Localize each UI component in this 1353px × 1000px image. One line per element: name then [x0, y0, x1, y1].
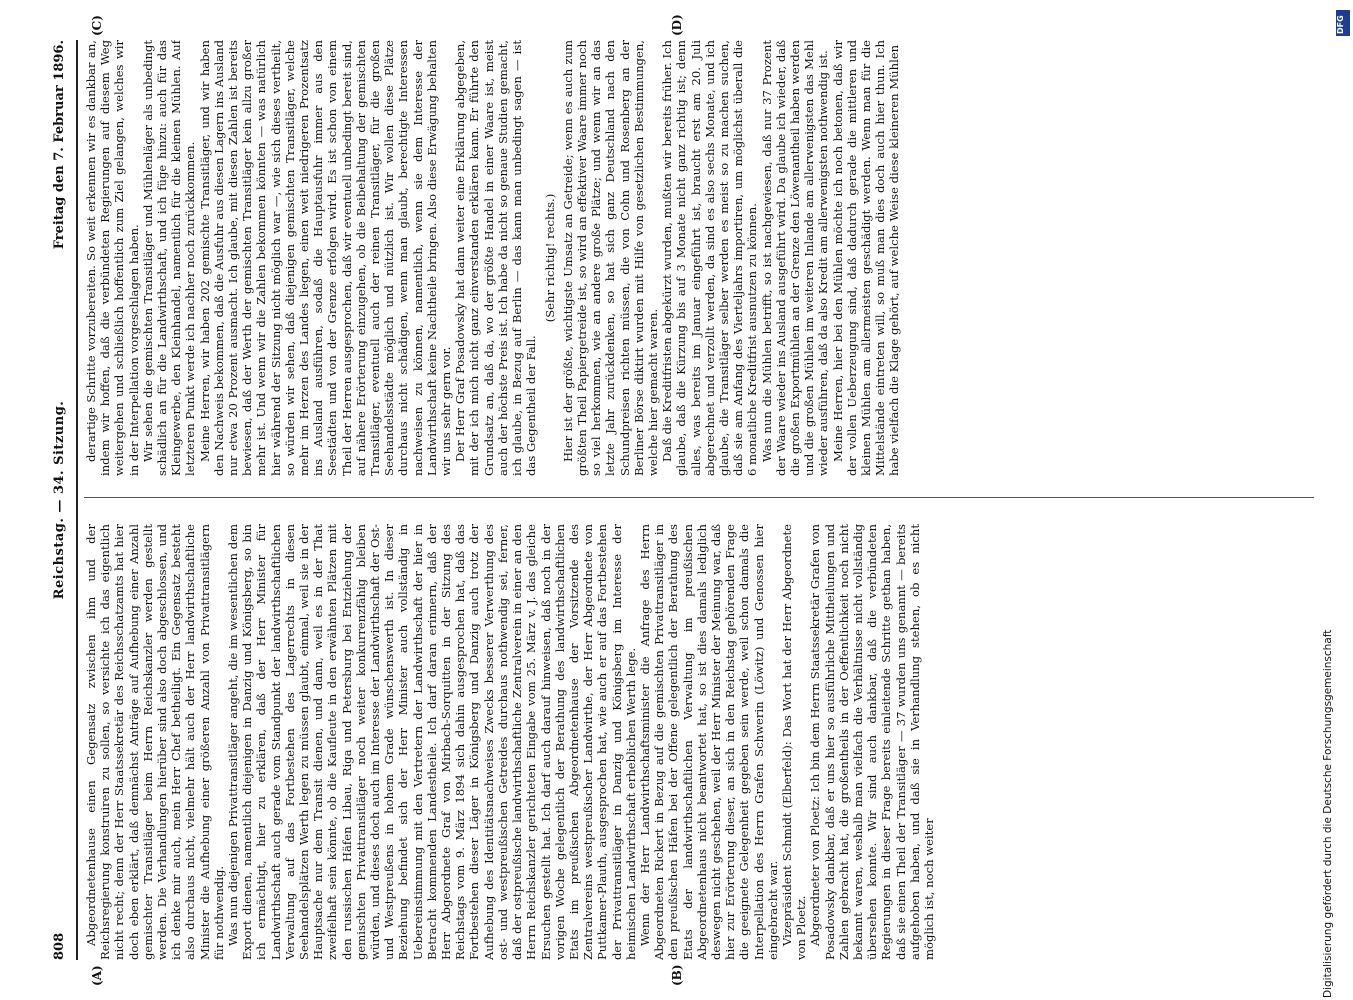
margin-marker-d: (D) [670, 14, 684, 36]
page-number: 808 [52, 932, 67, 960]
digitization-credit [1322, 8, 1348, 998]
session-title: Reichstag. — 34. Sitzung. [52, 400, 67, 600]
margin-marker-b: (B) [670, 964, 684, 986]
paragraph: Was nun diejenigen Privattransitläger angeht, die im wesentlichen dem Export dienen, namentlich diejenigen in Danzig und Königsberg, so bin ich ermächtigt, hier zu erklären, daß der Herr Minister für Landwirthschaft auch gerade vom Standpunkt der landwirthschaftlichen Verwaltung auf das Fortbestehen des Lagerrechts in diesen Seehandelsplätzen Werth legen zu müssen glaubt, einmal, weil sie in der Hauptsache nur dem Transit dienen, und dann, weil es in der That zweifelhaft sein könnte, ob die Kaufleute in den erwähnten Plätzen mit den russischen Häfen Libau, Riga und Petersburg bei Entziehung der gemischten Privattransitläger noch weiter konkurrenzfähig bleiben würden, und dieses doch auch im Interesse der Landwirthschaft der Ost- und Westpreußens in hohem Grade wünschenswerth ist. In dieser Beziehung befindet sich der Herr Minister auch vollständig in Uebereinstimmung mit den Vertretern der Landwirthschaft der hier in Betracht kommenden Landestheile. Ich darf daran erinnern, daß der Herr Abgeordnete Graf von Mirbach-Sorquitten in der Sitzung des Reichstags vom 9. März 1894 sich dahin ausgesprochen hat, daß das Fortbestehen dieser Läger in Königsberg und Danzig auch trotz der Aufhebung des Identitätsnachweises Zwecks besserer Verwerthung des ost- und westpreußischen Getreides durchaus nothwendig sei, ferner, daß der ostpreußische landwirthschaftliche Zentralverein in einer an den Herrn Reichskanzler gerichteten Eingabe vom 25. März v. J. das gleiche Ersuchen gestellt hat. Ich darf auch darauf hinweisen, daß noch in der vorigen Woche gelegentlich der Berathung des landwirthschaftlichen Etats im preußischen Abgeordnetenhause der Vorsitzende des Zentralvereins westpreußischer Landwirthe, der Herr Abgeordnete von Puttkamer-Plauth, ausgesprochen hat, wie auch er auf das Fortbestehen der Privattransitläger in Danzig und Königsberg im Interesse der heimischen Landwirthschaft erheblichen Werth lege. [226, 524, 638, 960]
paragraph: Meine Herren, wir haben 202 gemischte Transitläger, und wir haben den Nachweis bekommen, daß die Ausfuhr aus diesen Lagern ins Ausland nur etwa 20 Prozent ausmacht. Ich glaube, mit diesen Zahlen ist bereits bewiesen, daß der Werth der gemischten Transitläger kein allzu großer mehr ist. Und wenn wir die Zahlen bekommen könnten — was natürlich hier während der Sitzung nicht möglich war —, wie sich dieses vertheilt, so würden wir sehen, daß diejenigen gemischten Transitläger, welche mehr im Herzen des Landes liegen, einen weit niedrigeren Prozentsatz ins Ausland ausführen, sodaß die Hauptausfuhr immer aus den Seestädten und von der Grenze erfolgen wird. Es ist schon von einem Theil der Herren ausgesprochen, daß wir eventuell unbedingt bereit sind, auf nähere Erörterung einzugehen, ob die Beibehaltung der gemischten Transitläger, eventuell auch der reinen Transitläger, für die großen Seehandelsstädte möglich und nützlich ist. Wir wollen diese Plätze durchaus nicht schädigen, wenn man glaubt, berechtigte Interessen nachweisen zu können, namentlich, wenn sie dem Interesse der Landwirthschaft keine Nachtheile bringen. Also diese Erwägung behalten wir uns sehr gern vor. [197, 40, 454, 476]
speaker-line: Vizepräsident Schmidt (Elberfeld): Das Wort hat der Herr Abgeordnete von Ploetz. [779, 524, 809, 960]
left-column [84, 524, 1314, 960]
dfg-logo [1336, 10, 1350, 36]
rotated-page-content [50, 14, 1320, 986]
paragraph: Wenn der Herr Landwirthschaftsminister die Anfrage des Herrn Abgeordneten Rickert in Bezug auf die gemischten Privattransitläger in den preußischen Häfen bei der Offene gelegentlich der Berathung des Etats der landwirthschaftlichen Verwaltung im preußischen Abgeordnetenhaus nicht beantwortet hat, so ist dies damals lediglich deswegen nicht geschehen, weil der Herr Minister der Meinung war, daß hier zur Erörterung dieser, an sich in den Reichstag gehörenden Frage die geeignete Gelegenheit gegeben sein werde, weil schon damals die Interpellation des Herrn Grafen Schwerin (Löwitz) und Genossen hier eingebracht war. [637, 524, 780, 960]
dfg-logo-text: DFG [1336, 15, 1345, 34]
paragraph: Hier ist der größte, wichtigste Umsatz an Getreide; wenn es auch zum größten Theil Papiergetreide ist, so wird an effektiver Waare immer noch so viel herkommen, wie an andere große Plätze; und wenn wir an das letzte Jahr zurückdenken, so hat sich ganz Deutschland nach den Schundpreisen richten müssen, die von Cohn und Rosenberg an der Berliner Börse diktirt wurden mit Hilfe von gesetzlichen Bestimmungen, welche hier gemacht waren. [560, 40, 660, 476]
paragraph: Abgeordnetenhause einen Gegensatz zwischen ihm und der Reichsregierung konstruiren zu sollen, so versichte ich das eigentlich nicht recht; denn der Herr Staatssekretär des Reichsschatzamts hat hier doch eben erklärt, daß demnächst Anträge auf Aufhebung einer Anzahl gemischter Transitläger beim Herrn Reichskanzler werden gestellt werden. Die Verhandlungen hierüber sind also doch abgeschlossen, und ich denke mir auch, mein Herr Chef betheiligt. Ein Gegensatz besteht also durchaus nicht, vielmehr hält auch der Herr landwirthschaftliche Minister die Aufhebung einer größeren Anzahl von Privattransitlägern für nothwendig. [84, 524, 226, 960]
paragraph: Daß die Kreditfristen abgekürzt wurden, mußten wir bereits früher. Ich glaube, daß die Kürzung bis auf 3 Monate nicht ganz richtig ist; denn alles, was bereits im Januar eingeführt ist, braucht erst am 20. Juli abgerechnet und verzollt werden, da sind es also sechs Monate, und ich glaube, die Transitläger selber werden es meist so zu machen suchen, daß sie am Anfang des Vierteljahrs importiren, um möglichst überall die 6 monatliche Kreditfrist ausnutzen zu können. [660, 40, 760, 476]
margin-marker-c: (C) [90, 15, 104, 36]
paragraph: Der Herr Graf Posadowsky hat dann weiter eine Erklärung abgegeben, mit der ich mich nicht ganz einverstanden erklären kann. Er führte den Grundsatz an, daß da, wo der größte Handel in einer Waare ist, meist auch der höchste Preis ist. Ich habe da nicht so genaue Studien gemacht, ich glaube, in Bezug auf Berlin — das kann man unbedingt sagen — ist das Gegentheil der Fall. [453, 40, 539, 476]
session-date: Freitag den 7. Februar 1896. [52, 40, 67, 250]
margin-marker-a: (A) [90, 965, 104, 986]
paragraph: Abgeordneter von Ploetz: Ich bin dem Herrn Staatssekretär Grafen von Posadowsky dankbar, daß er uns hier so ausführliche Mittheilungen und Zahlen gebracht hat, die großentheils in der Oeffentlichkeit noch nicht bekannt waren, weshalb man vielfach die Verhältnisse nicht vollständig übersehen konnte. Wir sind auch dankbar, daß die verbündeten Regierungen in dieser Frage bereits einleitende Schritte gethan haben, daß sie einen Theil der Transitläger — 37 wurden uns genannt — bereits aufgehoben haben, und daß sie in Verhandlung stehen, ob es nicht möglich ist, noch weiter [808, 524, 936, 960]
interjection: (Sehr richtig! rechts.) [542, 193, 557, 323]
paragraph: Was nun die Mühlen betrifft, so ist nachgewiesen, daß nur 37 Prozent der Waare wieder ins Ausland ausgeführt wird. Da glaube ich wieder, daß die großen Exportmühlen an der Grenze den Löwenantheil haben werden und die großen Mühlen im weiteren Inlande am allerwenigsten das Mehl wieder ausführen, daß da also Kredit am allerwenigsten nothwendig ist. [759, 40, 831, 476]
page-header [50, 40, 78, 960]
right-column [84, 40, 1314, 476]
paragraph: derartige Schritte vorzubereiten. So weit erkennen wir es dankbar an, indem wir hoffen, daß die verbündeten Regierungen auf diesem Weg weitergehen und schließlich hoffentlich zum Ziel gelangen, welches wir in der Interpellation vorgeschlagen haben. [84, 40, 141, 476]
paragraph: Meine Herren, hier bei den Mühlen möchte ich noch betonen, daß wir der vollen Ueberzeugung sind, daß dadurch gerade die mittleren und kleinen Mühlen am allermeisten geschädigt werden. Wenn man für die Mittelstände eintreten will, so muß man dies doch auch hier thun. Ich habe vielfach die Klage gehört, auf welche Weise diese kleineren Mühlen [830, 40, 902, 476]
column-divider [84, 497, 1314, 498]
paragraph: Wir sehen die gemischten Transitläger und Mühlenläger als unbedingt schädlich an für die Landwirthschaft, und ich füge hinzu: auch für das Kleingewerbe, den Kleinhandel, namentlich für die kleinen Mühlen. Auf letzteren Punkt werde ich nachher noch zurückkommen. [140, 40, 198, 476]
header-rule [76, 40, 78, 960]
credit-text: Digitalisierung gefördert durch die Deutsche Forschungsgemeinschaft [1322, 629, 1334, 998]
